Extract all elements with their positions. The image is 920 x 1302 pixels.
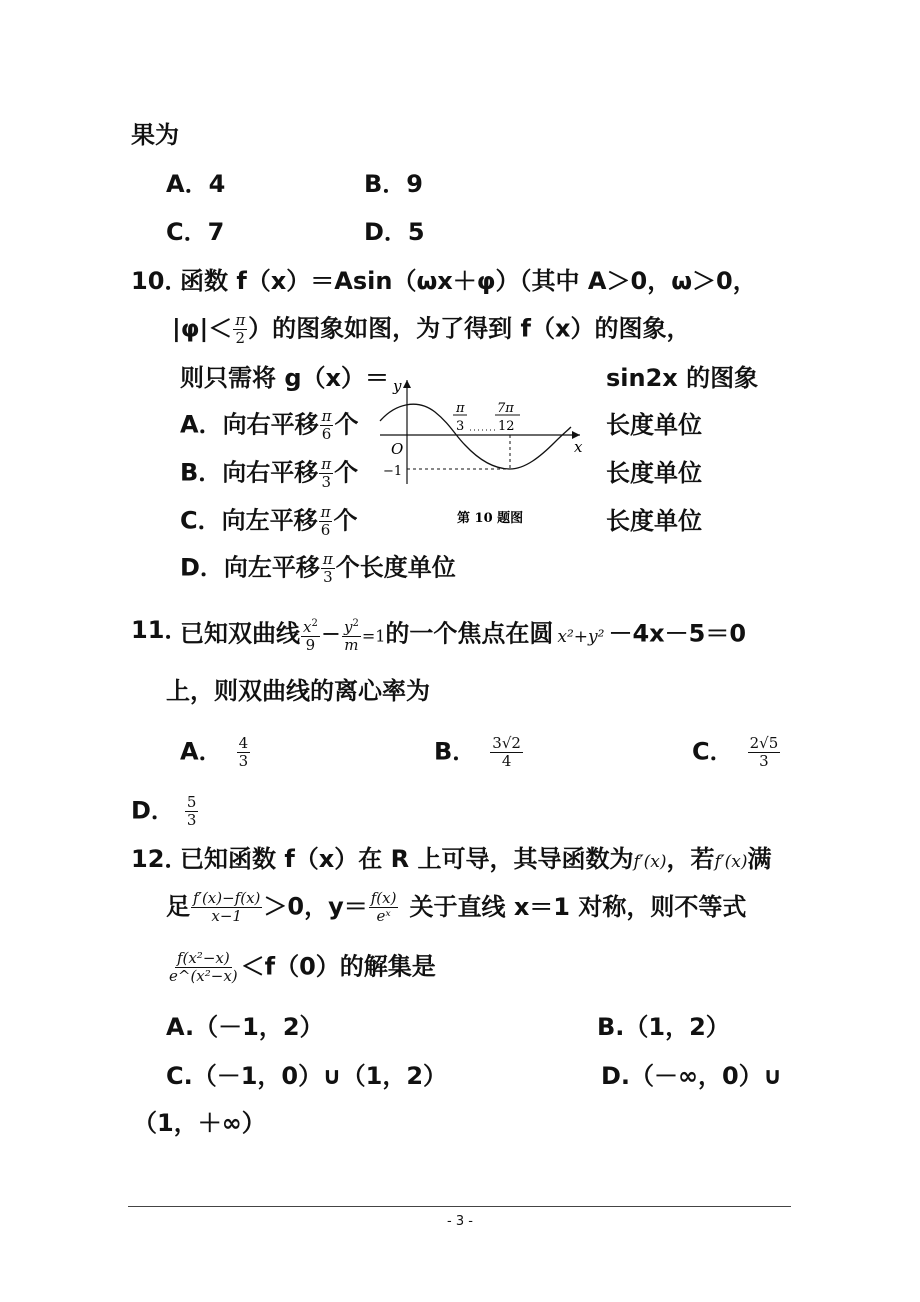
- q12-option-b: B.（1，2）: [597, 1013, 730, 1041]
- q9-option-a: A．4: [166, 170, 226, 198]
- q9-option-d: D．5: [364, 218, 425, 246]
- page-number: - 3 -: [447, 1214, 473, 1229]
- q10-stem-line2: |φ|＜ $\frac{\pi}{2}$ ）的图象如图，为了得到 f（x）的图象，: [172, 311, 691, 347]
- q12-option-d-cont: （1，＋∞）: [133, 1109, 266, 1137]
- q10-option-c-unit: 长度单位: [606, 507, 702, 535]
- graph-y-label: y: [393, 377, 402, 395]
- q10-option-c: C．向左平移 $\frac{\pi}{6}$ 个: [180, 503, 358, 539]
- q11-option-d: D． $\frac{5}{3}$: [131, 793, 197, 829]
- q12-stem-line3: $\frac{\text{f(x²−x)}}{\text{e\textasciicircum{}(x²−x)}}$ ＜f（0）的解集是: [169, 949, 436, 985]
- q9-option-b: B．9: [364, 170, 423, 198]
- graph-origin: O: [391, 440, 404, 458]
- q10-number: 10．: [131, 267, 189, 295]
- q11-stem-line1: 已知双曲线 $\frac{x^2}{9}$ − $\frac{y^2}{m}$ =1的一个焦点在圆 x²+y² －4x－5＝0: [180, 615, 746, 654]
- q12-option-d: D.（－∞，0）∪: [601, 1062, 783, 1090]
- q10-stem-line1: 函数 f（x）＝Asin（ωx＋φ）（其中 A＞0，ω＞0，: [180, 267, 757, 295]
- graph-tick-7pi12-den: 12: [498, 419, 515, 434]
- graph-sine-curve: [380, 404, 571, 469]
- q10-stem-line3-post: sin2x 的图象: [606, 364, 759, 392]
- graph-y-min-label: −1: [383, 464, 403, 479]
- q11-option-c: C． $\frac{2√5}{3}$: [692, 734, 779, 770]
- q10-stem-line3-pre: 则只需将 g（x）＝: [180, 364, 390, 392]
- q11-option-a: A． $\frac{4}{3}$: [180, 734, 249, 770]
- q11-option-b: B． $\frac{3√2}{4}$: [434, 734, 521, 770]
- q10-option-b: B．向右平移 $\frac{\pi}{3}$ 个: [180, 455, 359, 491]
- graph-tick-pi3-num: π: [456, 401, 465, 416]
- footer-rule: [128, 1206, 791, 1207]
- graph-x-label: x: [574, 438, 583, 456]
- graph-caption: 第 10 题图: [457, 511, 524, 526]
- q12-option-c: C.（－1，0）∪（1，2）: [166, 1062, 448, 1090]
- q12-stem-line1: 已知函数 f（x）在 R 上可导，其导函数为f′(x)，若f′(x)满: [180, 845, 772, 873]
- q11-number: 11．: [131, 616, 189, 644]
- q10-option-b-unit: 长度单位: [606, 459, 702, 487]
- q9-option-c: C．7: [166, 218, 225, 246]
- q10-option-d: D．向左平移 $\frac{\pi}{3}$ 个长度单位: [180, 550, 456, 586]
- graph-tick-7pi12-num: 7π: [497, 401, 514, 416]
- q12-stem-line2: 足 $\frac{f'(x)-f(x)}{x-1}$ ＞0，y＝ $\frac{f(x)}{\text{eˣ}}$ 关于直线 x＝1 对称，则不等式: [166, 889, 747, 925]
- q12-number: 12．: [131, 845, 189, 873]
- arrow-up-icon: [403, 380, 411, 388]
- q10-option-a: A．向右平移 $\frac{\pi}{6}$ 个: [180, 407, 359, 443]
- graph-tick-pi3-den: 3: [456, 419, 465, 434]
- q9-tail: 果为: [131, 121, 179, 149]
- q10-option-a-unit: 长度单位: [606, 411, 702, 439]
- q11-stem-line2: 上，则双曲线的离心率为: [166, 677, 430, 705]
- q10-graph: [375, 372, 605, 532]
- q12-option-a: A.（－1，2）: [166, 1013, 324, 1041]
